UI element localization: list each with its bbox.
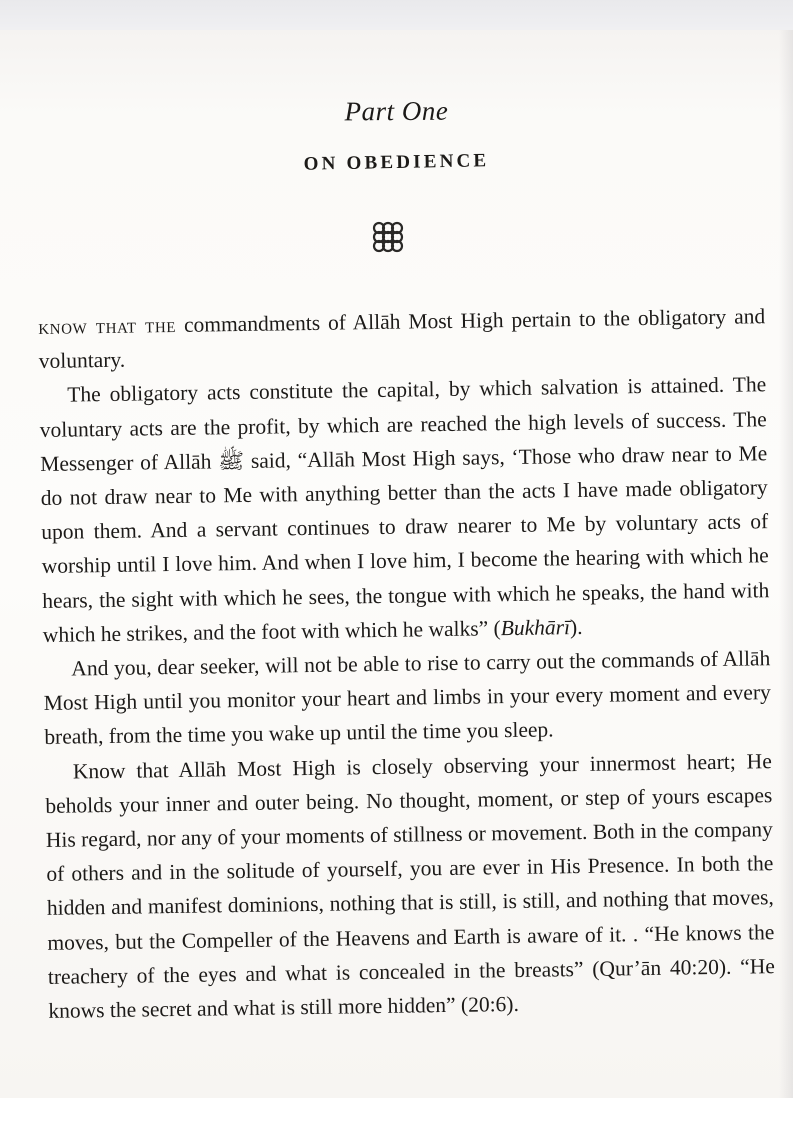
paragraph-1-text: commandments of Allāh Most High pertain to the obligatory and voluntary. [38, 304, 766, 374]
paragraph-1 [38, 299, 766, 378]
paragraph-4-text: Know that Allāh Most High is closely observing your innermost heart; He beholds your inner and outer being. No thought, moment, or step of yours escapes His regard, nor any of your moments of stillness or movement. Both in the company of others and in the solitude of yourself, you are ever in His Presence. In both the hidden and manifest dominions, nothing that is still, is still, and nothing that moves, moves, but the Compeller of the Heavens and Earth is aware of it. . “He knows the treachery of the eyes and what is concealed in the breasts” (Qur’ān 40:20). “He knows the secret and what is still more hidden” (20:6). [45, 748, 775, 1023]
paragraph-4 [45, 744, 776, 1028]
paragraph-3 [43, 641, 771, 754]
knot-ornament-icon [369, 218, 407, 256]
paragraph-2 [39, 368, 770, 652]
paragraph-2-closing: ). [569, 614, 583, 639]
paragraph-3-text: And you, dear seeker, will not be able to rise to carry out the commands of Allāh Most High until you monitor your heart and limbs in your every moment and every breath, from the time you wake up until the time you sleep. [43, 646, 771, 750]
citation-bukhari: Bukhārī [500, 614, 571, 640]
part-label: Part One [344, 95, 449, 127]
paragraph-2-text-b: said, “Allāh Most High says, ‘Those who draw near to Me do not draw near to Me with anything better than the acts I have made obligatory upon them. And a servant continues to draw nearer to Me by voluntary acts of worship until I love him. And when I love him, I become the hearing with which he hears, the sight with which he sees, the tongue with which he speaks, the hand with which he strikes, and the foot with which he walks” ( [40, 441, 770, 647]
paragraph-2-text-a: The obligatory acts constitute the capital, by which salvation is attained. The voluntary acts are the profit, by which are reached the high levels of success. The Messenger of Allāh [39, 372, 767, 476]
body-text [38, 299, 776, 1028]
chapter-title: ON OBEDIENCE [303, 150, 490, 175]
salutation-symbol: ﷺ [217, 448, 245, 474]
lead-in-small-caps: know that the [38, 312, 177, 339]
book-page [0, 30, 793, 1098]
